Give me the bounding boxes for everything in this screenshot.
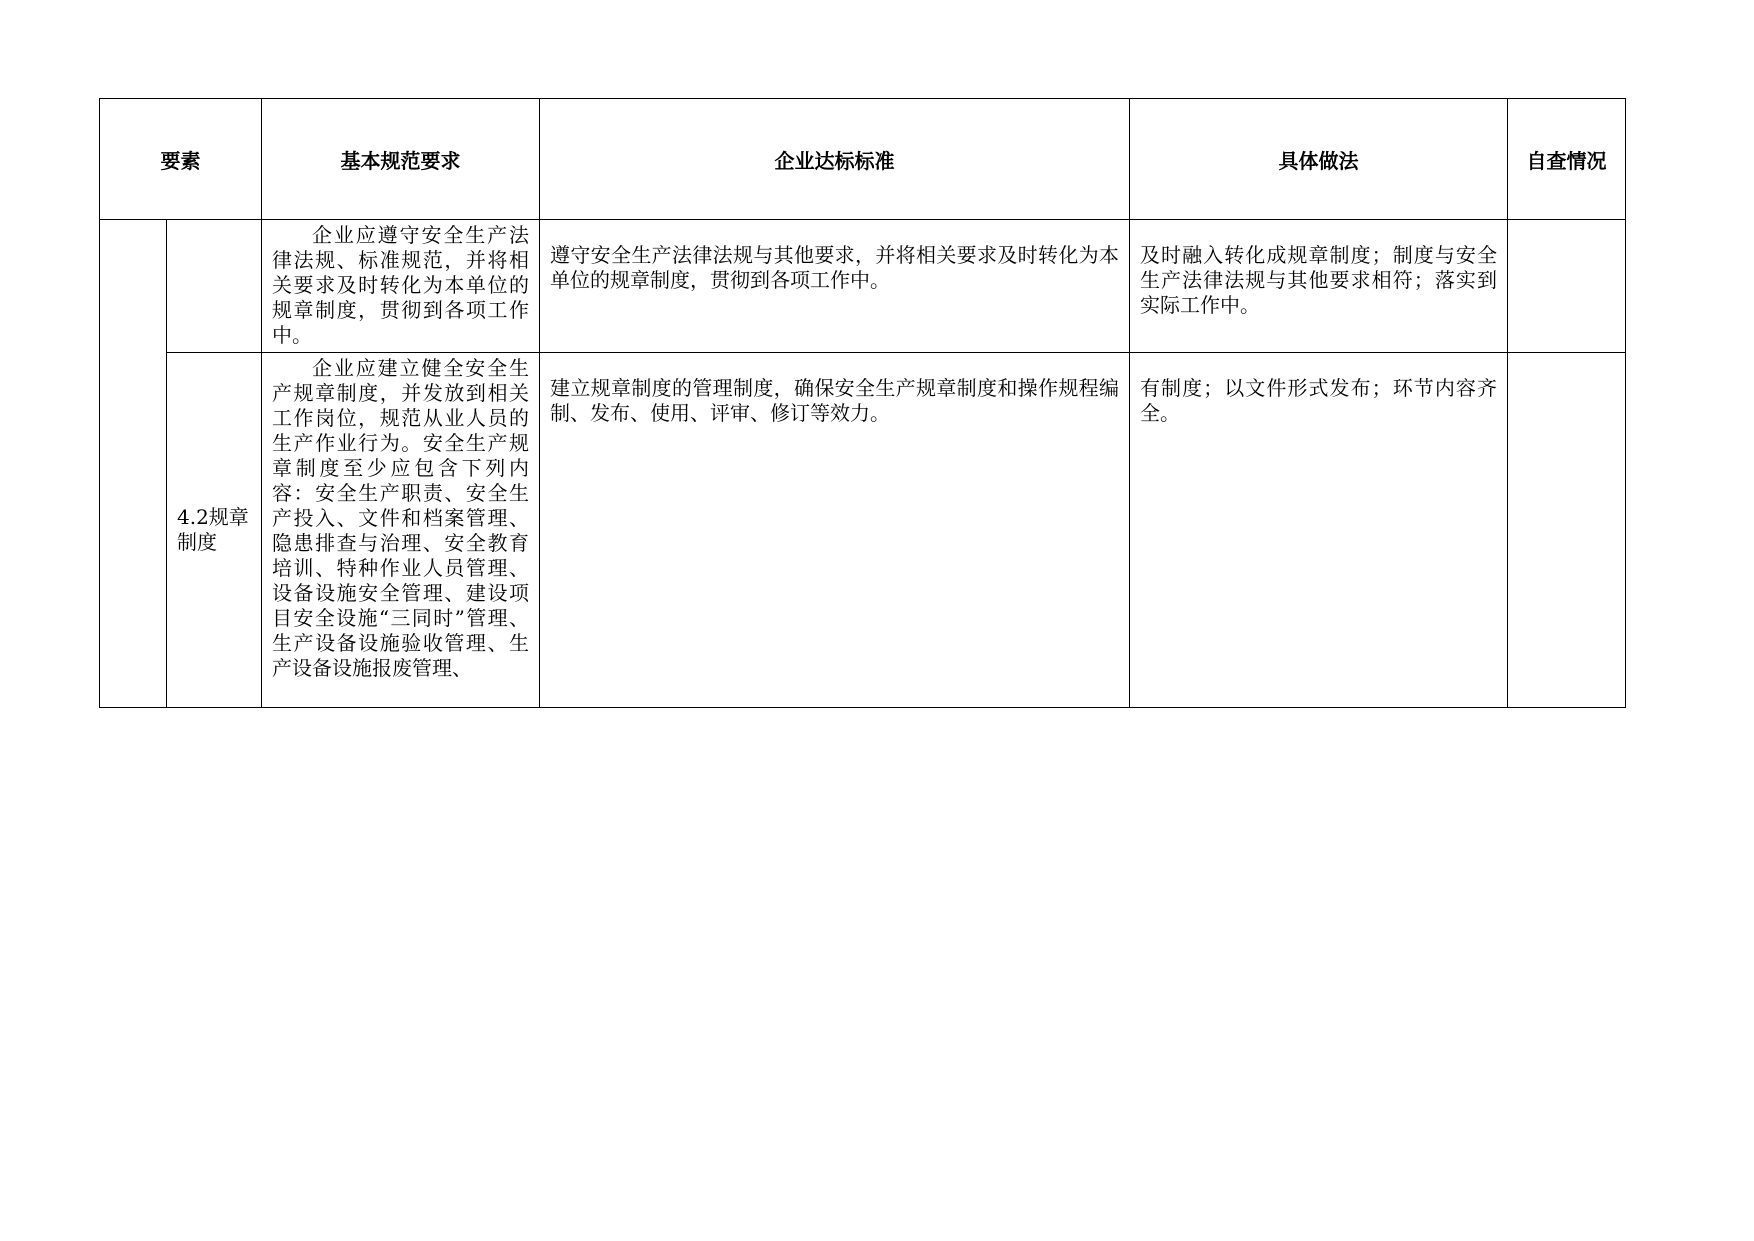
table-row	[100, 220, 1626, 353]
specific-method-cell	[1130, 220, 1508, 353]
basic-requirement-cell	[262, 353, 540, 708]
header-enterprise-standard: 企业达标标准	[540, 99, 1130, 220]
specific-method-text: 有制度；以文件形式发布；环节内容齐全。	[1140, 376, 1497, 425]
self-check-cell	[1508, 353, 1626, 708]
basic-requirement-cell	[262, 220, 540, 353]
element-cell	[100, 220, 167, 708]
header-basic-requirement: 基本规范要求	[262, 99, 540, 220]
enterprise-standard-cell	[540, 353, 1130, 708]
table-row	[100, 353, 1626, 708]
sub-element-cell	[167, 353, 262, 708]
standards-table	[99, 98, 1626, 708]
header-element: 要素	[100, 99, 262, 220]
sub-element-text: 4.2规章制度	[177, 505, 249, 554]
self-check-text	[1508, 353, 1625, 360]
self-check-cell	[1508, 220, 1626, 353]
enterprise-standard-text: 遵守安全生产法律法规与其他要求，并将相关要求及时转化为本单位的规章制度，贯彻到各项工作中。	[550, 243, 1119, 292]
basic-requirement-text: 企业应遵守安全生产法律法规、标准规范，并将相关要求及时转化为本单位的规章制度，贯彻到各项工作中。	[272, 223, 529, 347]
sub-element-text	[167, 220, 261, 227]
header-row	[100, 99, 1626, 220]
self-check-text	[1508, 220, 1625, 227]
header-specific-method: 具体做法	[1130, 99, 1508, 220]
specific-method-cell	[1130, 353, 1508, 708]
enterprise-standard-text: 建立规章制度的管理制度，确保安全生产规章制度和操作规程编制、发布、使用、评审、修订等效力。	[550, 376, 1119, 425]
header-self-check: 自查情况	[1508, 99, 1626, 220]
basic-requirement-text: 企业应建立健全安全生产规章制度，并发放到相关工作岗位，规范从业人员的生产作业行为。安全生产规章制度至少应包含下列内容：安全生产职责、安全生产投入、文件和档案管理、隐患排查与治理、安全教育培训、特种作业人员管理、设备设施安全管理、建设项目安全设施“三同时”管理、生产设备设施验收管理、生产设备设施报废管理、	[272, 356, 529, 680]
enterprise-standard-cell	[540, 220, 1130, 353]
sub-element-cell	[167, 220, 262, 353]
specific-method-text: 及时融入转化成规章制度；制度与安全生产法律法规与其他要求相符；落实到实际工作中。	[1140, 243, 1497, 317]
